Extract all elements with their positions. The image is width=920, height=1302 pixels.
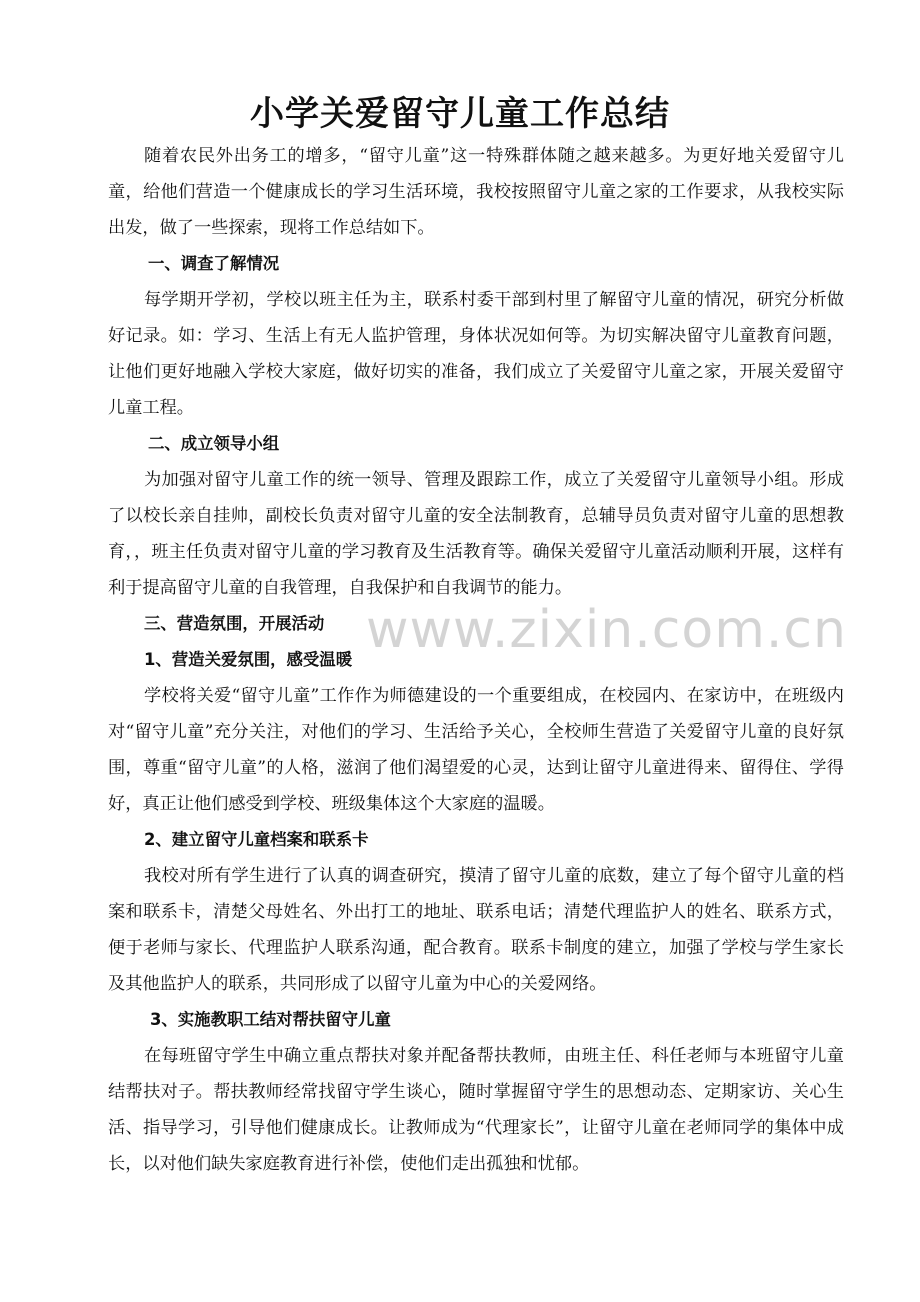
subsection-teacher-pairing-paragraph: 在每班留守学生中确立重点帮扶对象并配备帮扶教师，由班主任、科任老师与本班留守儿童结帮扶对子。帮扶教师经常找留守学生谈心，随时掌握留守学生的思想动态、定期家访、关心生活、指导学习，引导他们健康成长。让教师成为“代理家长”，让留守儿童在老师同学的集体中成长，以对他们缺失家庭教育进行补偿，使他们走出孤独和忧郁。 [108, 1046, 844, 1174]
subsection-heading-archives-cards: 2、建立留守儿童档案和联系卡 [144, 830, 369, 849]
section-heading-activities: 三、营造氛围，开展活动 [144, 614, 325, 633]
subsection-heading-care-atmosphere: 1、营造关爱氛围，感受温暖 [144, 650, 353, 669]
subsection-archives-paragraph: 我校对所有学生进行了认真的调查研究，摸清了留守儿童的底数，建立了每个留守儿童的档案和联系卡，清楚父母姓名、外出打工的地址、联系电话；清楚代理监护人的姓名、联系方式，便于老师与家长、代理监护人联系沟通，配合教育。联系卡制度的建立，加强了学校与学生家长及其他监护人的联系，共同形成了以留守儿童为中心的关爱网络。 [108, 866, 844, 994]
intro-paragraph: 随着农民外出务工的增多，“留守儿童”这一特殊群体随之越来越多。为更好地关爱留守儿童，给他们营造一个健康成长的学习生活环境，我校按照留守儿童之家的工作要求，从我校实际出发，做了一些探索，现将工作总结如下。 [108, 146, 844, 238]
site-watermark: www.zixin.com.cn [366, 600, 847, 660]
section-heading-survey: 一、调查了解情况 [148, 254, 280, 273]
section-heading-leadership-group: 二、成立领导小组 [148, 434, 280, 453]
subsection-care-atmosphere-paragraph: 学校将关爱“留守儿童”工作作为师德建设的一个重要组成，在校园内、在家访中，在班级内对“留守儿童”充分关注，对他们的学习、生活给予关心，全校师生营造了关爱留守儿童的良好氛围，尊重“留守儿童”的人格，滋润了他们渴望爱的心灵，达到让留守儿童进得来、留得住、学得好，真正让他们感受到学校、班级集体这个大家庭的温暖。 [108, 686, 844, 814]
section-leadership-paragraph: 为加强对留守儿童工作的统一领导、管理及跟踪工作，成立了关爱留守儿童领导小组。形成了以校长亲自挂帅，副校长负责对留守儿童的安全法制教育，总辅导员负责对留守儿童的思想教育，，班主任负责对留守儿童的学习教育及生活教育等。确保关爱留守儿童活动顺利开展，这样有利于提高留守儿童的自我管理，自我保护和自我调节的能力。 [108, 470, 844, 598]
subsection-heading-teacher-pairing: 3、实施教职工结对帮扶留守儿童 [150, 1010, 391, 1029]
section-survey-paragraph: 每学期开学初，学校以班主任为主，联系村委干部到村里了解留守儿童的情况，研究分析做好记录。如：学习、生活上有无人监护管理，身体状况如何等。为切实解决留守儿童教育问题，让他们更好地融入学校大家庭，做好切实的准备，我们成立了关爱留守儿童之家，开展关爱留守儿童工程。 [108, 290, 844, 418]
document-title: 小学关爱留守儿童工作总结 [250, 94, 670, 134]
document-body [108, 138, 844, 1182]
